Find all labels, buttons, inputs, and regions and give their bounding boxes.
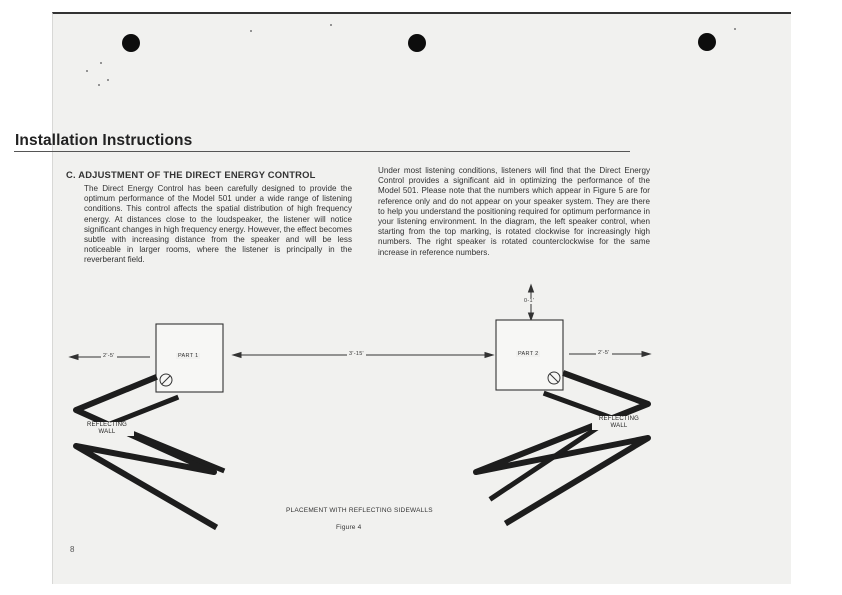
figure-label: Figure 4 xyxy=(336,524,362,531)
arrowhead-center-right xyxy=(485,353,493,358)
right-wall-label: REFLECTING WALL xyxy=(592,416,646,430)
right-distance-label: 2'-5' xyxy=(598,350,610,356)
left-distance-label: 2'-5' xyxy=(103,353,115,359)
figure-caption: PLACEMENT WITH REFLECTING SIDEWALLS xyxy=(286,507,433,514)
arrowhead-gap-bottom xyxy=(529,313,534,320)
page-number: 8 xyxy=(70,545,75,554)
section-heading: C. ADJUSTMENT OF THE DIRECT ENERGY CONTROL xyxy=(66,169,316,180)
left-wall-label: REFLECTING WALL xyxy=(80,422,134,436)
arrowhead-right xyxy=(642,352,650,357)
page-title: Installation Instructions xyxy=(15,132,193,149)
right-reflecting-wall xyxy=(476,374,648,522)
left-speaker-label: PART 1 xyxy=(178,353,199,359)
center-distance-label: 3'-15' xyxy=(349,351,364,357)
right-paragraph: Under most listening conditions, listeners will find that the Direct Energy Control provides a significant aid in optimizing the performance of the Model 501. Please note that the numbers which appear in Figure 5 are for reference only and do not appear on your speaker system. They are there to help you understand the positioning required for optimum performance in your listening environment. In the diagram, the left speaker control, when starting from the top marking, is rotated clockwise for increasingly high numbers. The right speaker is rotated counterclockwise for the same increase in reference numbers. xyxy=(378,166,650,257)
arrowhead-left xyxy=(70,355,78,360)
arrowhead-center-left xyxy=(233,353,241,358)
right-speaker-label: PART 2 xyxy=(518,351,539,357)
wall-gap-label: 0-1' xyxy=(524,298,535,304)
left-paragraph: The Direct Energy Control has been carefully designed to provide the optimum performance of the Model 501 under a wide range of listening conditions. This control affects the spatial distribution of high frequency energy. At distances close to the loudspeaker, the listener will notice significant changes in high frequency energy. However, the effect becomes subtle with increasing distance from the speaker and will be less noticeable in larger rooms, where the listener is principally in the reverberant field. xyxy=(84,184,352,265)
arrowhead-gap-top xyxy=(529,285,534,292)
left-reflecting-wall xyxy=(76,378,222,526)
